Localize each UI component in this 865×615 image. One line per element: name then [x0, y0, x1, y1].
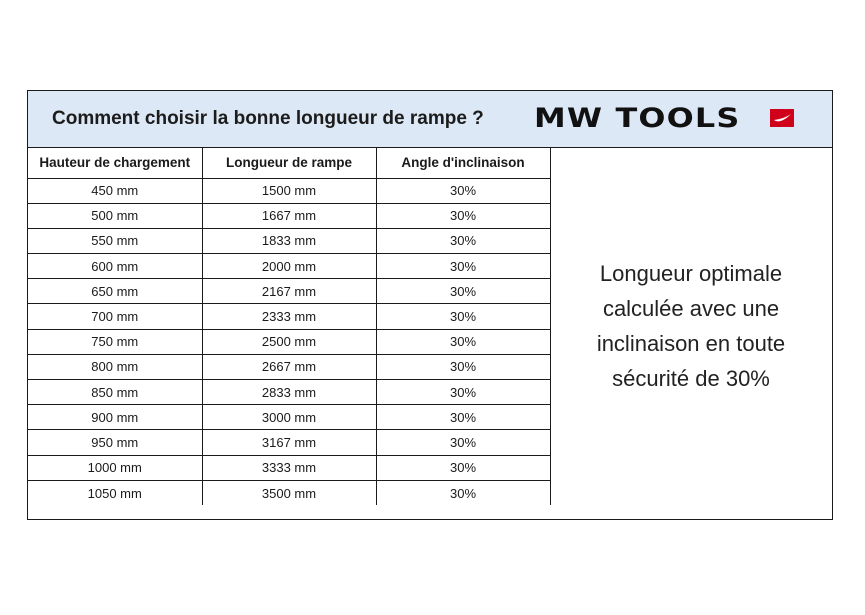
column-header-height: Hauteur de chargement	[28, 148, 202, 178]
info-panel	[550, 148, 832, 519]
table-row	[28, 354, 550, 379]
cell-incline-angle: 30%	[376, 304, 550, 329]
cell-loading-height: 1050 mm	[28, 480, 202, 505]
table-row	[28, 203, 550, 228]
cell-incline-angle: 30%	[376, 329, 550, 354]
brand-logo	[534, 102, 741, 134]
cell-ramp-length: 2333 mm	[202, 304, 376, 329]
cell-ramp-length: 2500 mm	[202, 329, 376, 354]
cell-loading-height: 750 mm	[28, 329, 202, 354]
cell-incline-angle: 30%	[376, 354, 550, 379]
table-row	[28, 178, 550, 203]
cell-incline-angle: 30%	[376, 480, 550, 505]
brand-logo-text: MW TOOLS	[534, 102, 741, 134]
cell-ramp-length: 2167 mm	[202, 279, 376, 304]
page-title: Comment choisir la bonne longueur de rampe ?	[52, 108, 484, 129]
table-row	[28, 455, 550, 480]
cell-loading-height: 550 mm	[28, 228, 202, 253]
table-row	[28, 329, 550, 354]
table-row	[28, 228, 550, 253]
table-row	[28, 405, 550, 430]
ramp-guide-card	[27, 90, 833, 520]
table-row	[28, 254, 550, 279]
cell-loading-height: 450 mm	[28, 178, 202, 203]
column-header-length: Longueur de rampe	[202, 148, 376, 178]
header-bar	[28, 91, 832, 148]
info-text: Longueur optimale calculée avec une inclinaison en toute sécurité de 30%	[596, 260, 786, 391]
table-row	[28, 430, 550, 455]
ramp-length-table	[28, 148, 551, 505]
cell-ramp-length: 3000 mm	[202, 405, 376, 430]
cell-incline-angle: 30%	[376, 380, 550, 405]
table-header-row	[28, 148, 550, 178]
cell-incline-angle: 30%	[376, 279, 550, 304]
cell-ramp-length: 3333 mm	[202, 455, 376, 480]
cell-incline-angle: 30%	[376, 455, 550, 480]
cell-incline-angle: 30%	[376, 203, 550, 228]
cell-ramp-length: 1500 mm	[202, 178, 376, 203]
cell-ramp-length: 2833 mm	[202, 380, 376, 405]
table-row	[28, 380, 550, 405]
cell-incline-angle: 30%	[376, 228, 550, 253]
table-row	[28, 279, 550, 304]
cell-incline-angle: 30%	[376, 430, 550, 455]
cell-loading-height: 600 mm	[28, 254, 202, 279]
cell-ramp-length: 3167 mm	[202, 430, 376, 455]
cell-loading-height: 500 mm	[28, 203, 202, 228]
cell-ramp-length: 1667 mm	[202, 203, 376, 228]
cell-loading-height: 1000 mm	[28, 455, 202, 480]
cell-ramp-length: 2667 mm	[202, 354, 376, 379]
cell-loading-height: 950 mm	[28, 430, 202, 455]
cell-incline-angle: 30%	[376, 178, 550, 203]
brand-logo-mark-icon	[770, 109, 794, 127]
cell-loading-height: 900 mm	[28, 405, 202, 430]
cell-ramp-length: 2000 mm	[202, 254, 376, 279]
cell-loading-height: 850 mm	[28, 380, 202, 405]
table-row	[28, 304, 550, 329]
cell-ramp-length: 3500 mm	[202, 480, 376, 505]
cell-loading-height: 700 mm	[28, 304, 202, 329]
table-row	[28, 480, 550, 505]
column-header-angle: Angle d'inclinaison	[376, 148, 550, 178]
cell-incline-angle: 30%	[376, 405, 550, 430]
cell-ramp-length: 1833 mm	[202, 228, 376, 253]
cell-loading-height: 650 mm	[28, 279, 202, 304]
cell-loading-height: 800 mm	[28, 354, 202, 379]
cell-incline-angle: 30%	[376, 254, 550, 279]
